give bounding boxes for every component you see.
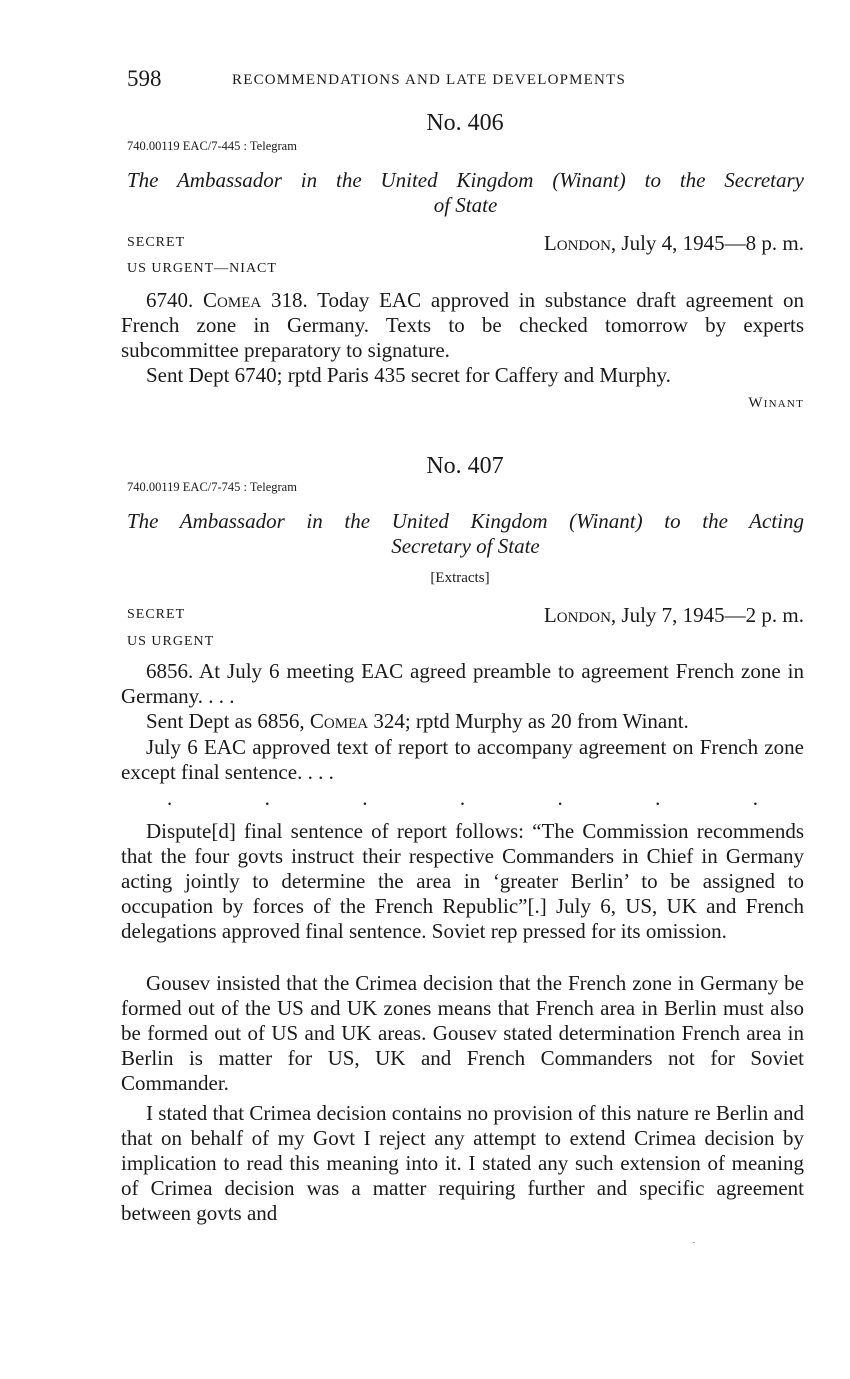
doc-407-para5: Gousev insisted that the Crimea decision that the French zone in Germany be formed out of the US and UK zones means that French area in Berlin must also be formed out of US and UK areas. Gousev stated determination French area in Berlin is matter for US, UK and French Commanders not for Soviet Commander. xyxy=(121,971,804,1095)
ellipsis-divider: . . . . . . . xyxy=(167,786,758,810)
doc-407-para4: Dispute[d] final sentence of report follows: “The Commission recommends that the four govts instruct their respective Commanders in Chief in Germany acting jointly to determine the area in ‘greater Berlin’ to be assigned to occupation by forces of the French Republic”[.] July 6, US, UK and French delegations approved final sentence. Soviet rep pressed for its omission. xyxy=(121,819,804,943)
doc-406-number: No. 406 xyxy=(426,110,504,136)
doc-406-heading xyxy=(127,168,804,218)
doc-407-para3: July 6 EAC approved text of report to accompany agreement on French zone except final sentence. . . . xyxy=(121,735,804,784)
doc-407-para6: I stated that Crimea decision contains no provision of this nature re Berlin and that on behalf of my Govt I reject any attempt to extend Crimea decision by implication to read this meaning into it. I stated any such extension of meaning of Crimea decision was a matter requiring further and specific agreement between govts and xyxy=(121,1101,804,1225)
doc-407-heading-line1: The Ambassador in the United Kingdom (Winant) to the Acting xyxy=(127,509,804,533)
doc-406-para1: 6740. Comea 318. Today EAC approved in substance draft agreement on French zone in Germany. Texts to be checked tomorrow by experts subcommittee preparatory to signature. xyxy=(121,288,804,362)
doc-406-date: , July 4, 1945—8 p. m. xyxy=(610,231,804,255)
doc-406-signature: Winant xyxy=(748,395,804,411)
doc-407-para1: 6856. At July 6 meeting EAC agreed preamble to agreement French zone in Germany. . . . xyxy=(121,659,804,708)
scan-speck xyxy=(693,1242,695,1243)
page-number: 598 xyxy=(127,66,162,91)
doc-407-heading xyxy=(127,509,804,559)
doc-406-place-date xyxy=(544,231,804,256)
doc-406-heading-line1: The Ambassador in the United Kingdom (Winant) to the Secretary xyxy=(127,168,804,192)
doc-407-para2: Sent Dept as 6856, Comea 324; rptd Murphy as 20 from Winant. xyxy=(146,709,689,733)
doc-407-file-ref: 740.00119 EAC/7-745 : Telegram xyxy=(127,480,297,494)
doc-407-number: No. 407 xyxy=(426,453,504,479)
doc-406-heading-line2: of State xyxy=(433,193,498,217)
doc-407-place: London xyxy=(543,603,611,627)
doc-407-date: , July 7, 1945—2 p. m. xyxy=(610,603,804,627)
doc-406-place: London xyxy=(543,231,611,255)
doc-407-place-date xyxy=(544,603,804,628)
doc-407-classification: SECRET xyxy=(127,607,186,622)
doc-407-priority: US URGENT xyxy=(127,634,215,649)
doc-406-priority: US URGENT—NIACT xyxy=(127,261,277,276)
running-title: RECOMMENDATIONS AND LATE DEVELOPMENTS xyxy=(232,72,626,88)
doc-407-heading-line2: Secretary of State xyxy=(391,534,540,558)
doc-407-extracts: [Extracts] xyxy=(430,570,490,586)
doc-406-file-ref: 740.00119 EAC/7-445 : Telegram xyxy=(127,139,297,153)
doc-406-para2: Sent Dept 6740; rptd Paris 435 secret for Caffery and Murphy. xyxy=(146,363,671,387)
doc-406-classification: SECRET xyxy=(127,235,186,250)
